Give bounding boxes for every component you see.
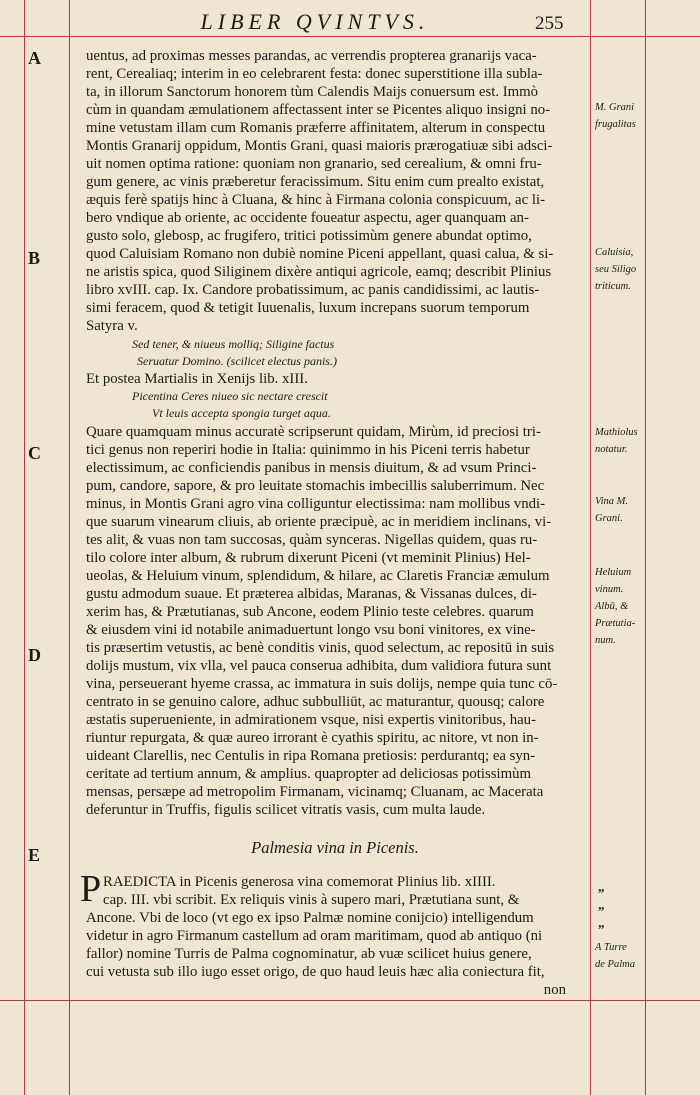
section-letter-b: B [28,248,41,268]
text-line: cùm in quandam æmulationem affectassent inter se Picentes aliquo insigni no- [86,102,551,118]
margin-note-vina: Vina M. Grani. [595,496,629,524]
text-line: Montis Granarij oppidum, Montis Grani, quasi maioris prærogatiuæ sibi adsci- [86,138,553,154]
text-line: minus, in Montis Grani agro vina colliguntur electissima: nam mollibus vndi- [86,496,546,512]
text-line: tici genus non reperiri hodie in Italia: quinimmo in his Piceni terris habetur [86,442,530,458]
text-line: Quare quamquam minus accuratè scripserunt quidam, Mirùm, id preciosi tri- [86,424,541,440]
text-line: gusto solo, glebosp, ac frugifero, tritici potissimùm genere abundat optimo, [86,228,532,244]
text-line: pum, candore, sapore, & pro leuitate stomachis imbecillis saluberrimum. Nec [86,478,545,494]
text-line: & eiusdem vini id notabile animaduertunt longo vsu boni vinitores, ex vine- [86,622,536,638]
bottom-rule-line [0,1000,700,1001]
text-line: æstatis superueniente, in admirationem vsque, nisi expertis vinitoribus, hau- [86,712,536,728]
left-outer-rule [24,0,25,1095]
section-letter-a: A [28,48,41,68]
drop-cap-initial: P [80,868,102,910]
margin-note-heluium: Heluium vinum. Albū, & Prætutia- num. [595,567,636,646]
text-line: cui vetusta sub illo iugo esset origo, de quo haud leuis hæc alia coniectura fit, [86,964,545,980]
martial-reference: Et postea Martialis in Xenijs lib. xIII. [86,371,308,387]
margin-note-grani: M. Grani frugalitas [595,102,636,130]
margin-note-caluisia: Caluisia, seu Siligo triticum. [595,247,637,292]
text-line: vina, perseuerant hyeme crassa, ac immatura in suis dolijs, nempe quia tunc cō- [86,676,558,692]
verse-line: Vt leuis accepta spongia turget aqua. [152,406,331,420]
text-line: Satyra v. [86,318,138,334]
text-line: mine vetustam illam cum Romanis præferre affinitatem, alterum in conspectu [86,120,546,136]
text-line: Ancone. Vbi de loco (vt ego ex ipso Palmæ nomine conijcio) intelligendum [86,910,534,926]
text-line: cap. III. vbi scribit. Ex reliquis vinis à supero mari, Prætutiana sunt, & [103,892,520,908]
running-head: LIBER QVINTVS. [200,9,430,34]
verse-line: Sed tener, & niueus molliq; Siligine factus [132,337,335,351]
quotation-mark: „ [598,897,605,912]
text-line: æquis ferè spatijs hinc à Cluana, & hinc à Firmana colonia conspicuum, ac li- [86,192,545,208]
text-line: ceritate ad tertium annum, & amplius. quapropter ad deliciosas potissimùm [86,766,532,782]
text-line: tes alit, & vuas non tam succosas, quàm synceras. Nigellas quidem, quas ru- [86,532,538,548]
section-letter-d: D [28,645,41,665]
text-line: videtur in agro Firmanum castellum ad oram maritimam, quod ab antiquo (ni [86,928,543,944]
text-line: libro xvIII. cap. Ix. Candore probatissimum, ac panis candidissimi, ac lautis- [86,282,540,298]
right-outer-rule [645,0,646,1095]
text-line: centrato in se genuino calore, adhuc subbulliūt, ac maturantur, quousq; calore [86,694,545,710]
margin-note-mathiolus: Mathiolus notatur. [595,427,638,455]
right-inner-rule [590,0,591,1095]
text-line: xerim has, & Prætutianas, sub Ancone, eodem Plinio teste celebres. quarum [86,604,534,620]
margin-note-turre: A Turre de Palma [595,942,635,970]
section-heading: Palmesia vina in Picenis. [251,838,419,857]
text-line: ueolas, & Heluium vinum, splendidum, & hilare, ac Claretis Franciæ æmulum [86,568,550,584]
text-line: tis præsertim vetustis, ac benè conditis vinis, quod selectum, ac repositū in suis [86,640,555,656]
text-line: ta, in illorum Sanctorum honorem tùm Calendis Maijs conuersum est. Immò [86,84,539,100]
text-line: quod Caluisiam Romano non dubiè nomine Piceni appellant, quasi calua, & si- [86,246,554,262]
text-line: ne aristis spica, quod Siliginem dixère antiqui agricole, eamq; describit Plinius [86,264,552,280]
top-rule-line [0,36,700,37]
text-line: dolijs mustum, vix vlla, vel pauca conserua adhibita, dum validiora futura sunt [86,658,552,674]
text-line: electissimum, ac conficiendis panibus in mensis diuitum, & ad vsum Princi- [86,460,537,476]
text-line: simi feracem, quod & tetigit Iuuenalis, luxum increpans suorum temporum [86,300,530,316]
text-line: deferuntur in Truffis, figulis scilicet vitratis vasis, cum multa laude. [86,802,486,818]
quotation-mark: „ [598,879,605,894]
section-letter-e: E [28,845,41,865]
verse-line: Picentina Ceres niueo sic nectare crescit [132,389,328,403]
text-line: uentus, ad proximas messes parandas, ac verrendis propterea granarijs vaca- [86,48,537,64]
text-line: uideant Clarellis, nec Centulis in ripa Romana pretiosis: perdurantq; ea syn- [86,748,536,764]
quotation-mark: „ [598,915,605,930]
verse-line: Seruatur Domino. (scilicet electus panis.) [137,354,337,368]
text-line: bero vndique ab oriente, ac occidente foueatur aspectu, ager quanquam an- [86,210,529,226]
text-line: rent, Cerealiaq; interim in eo celebrarent festa: donec superstitione illa subla- [86,66,543,82]
left-inner-rule [69,0,70,1095]
text-line: RAEDICTA in Picenis generosa vina comemorat Plinius lib. xIIII. [103,874,496,890]
page-number: 255 [535,13,564,34]
section-letter-c: C [28,443,41,463]
catchword: non [543,982,566,998]
text-line: mensas, persæpe ad metropolim Firmanam, vicinamq; Cluanam, ac Macerata [86,784,544,800]
text-line: fallor) nomine Turris de Palma cognominatur, ab vuæ scilicet huius genere, [86,946,532,962]
text-line: riuntur repurgata, & quæ aureo irrorant è cyathis spiritu, ac nitore, vt non in- [86,730,539,746]
text-line: uit nomen optima ratione: quoniam non granario, sed cerealium, & omni fru- [86,156,542,172]
text-line: gum genere, ac vinis præberetur feracissimum. Situ enim cum prealto existat, [86,174,545,190]
text-line: que suarum vinearum cliuis, ab oriente præcipuè, ac in meridiem inclinans, vi- [86,514,552,530]
text-line: tilo colore inter album, & rubrum dixerunt Piceni (vt meminit Plinius) Hel- [86,550,531,566]
text-line: gustu admodum suaue. Et præterea albidas, Maranas, & Vissanas dulces, di- [86,586,537,602]
